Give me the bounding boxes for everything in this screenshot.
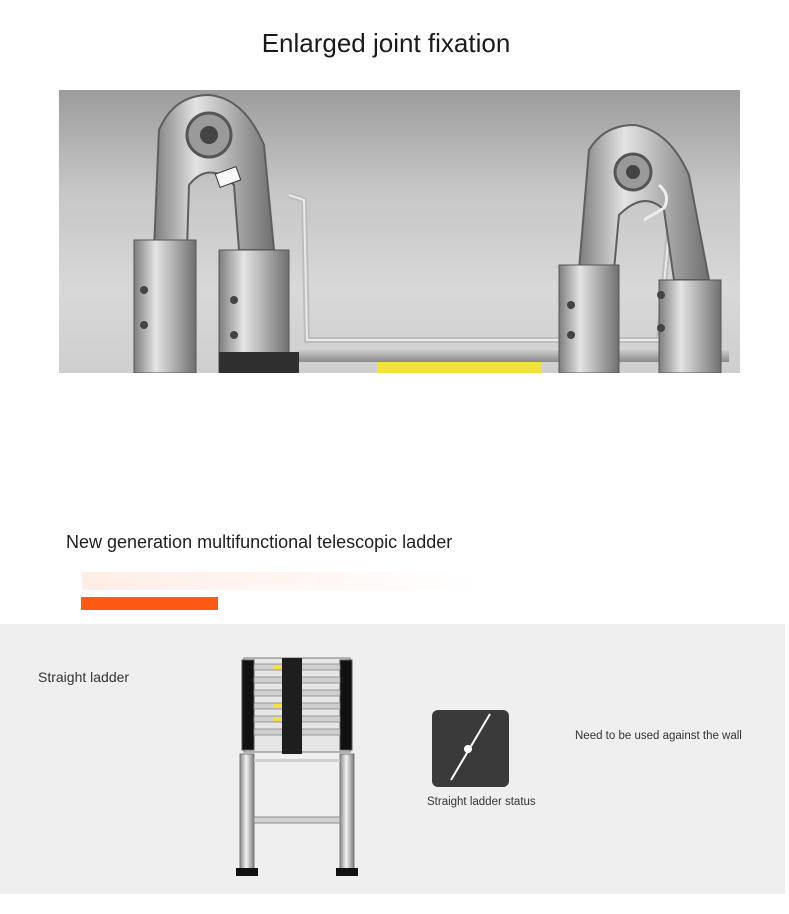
- joint-illustration: [59, 90, 740, 373]
- info-panel: [0, 624, 785, 894]
- panel-label: Straight ladder: [38, 669, 130, 685]
- straight-line-icon: [432, 710, 509, 787]
- section-subtitle: New generation multifunctional telescopic ladder: [66, 532, 453, 552]
- accent-bar: [81, 597, 218, 610]
- telescopic-ladder-image: [222, 654, 372, 880]
- page-title: Enlarged joint fixation: [261, 28, 511, 58]
- status-caption: Straight ladder status: [427, 796, 536, 808]
- joint-photo: [59, 90, 740, 373]
- left-hinge: [134, 95, 299, 373]
- usage-note: Need to be used against the wall: [575, 730, 742, 742]
- ladder-icon: [222, 654, 372, 880]
- right-hinge: [559, 125, 721, 373]
- accent-fade: [82, 572, 482, 590]
